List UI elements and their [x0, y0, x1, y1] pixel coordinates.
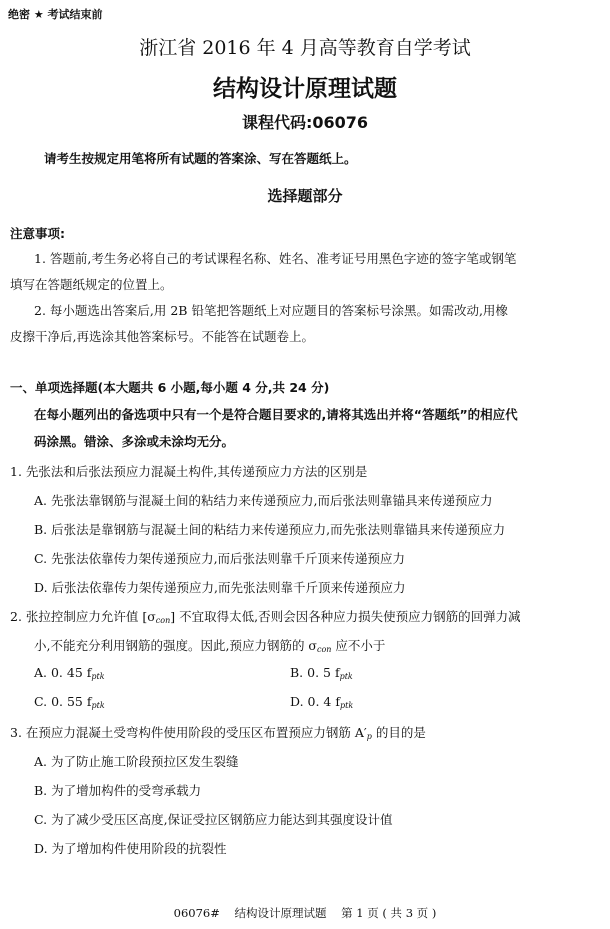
- paper-title: 结构设计原理试题: [213, 76, 397, 102]
- part1-description-line-1: 在每小题列出的备选项中只有一个是符合题目要求的,请将其选出并将“答题纸”的相应代: [34, 407, 518, 422]
- q1-option-b: B. 后张法是靠钢筋与混凝土间的粘结力来传递预应力,而先张法则靠锚具来传递预应力: [34, 522, 506, 537]
- q1-option-d: D. 后张法依靠传力架传递预应力,而先张法则靠千斤顶来传递预应力: [34, 580, 406, 595]
- section-title: 选择题部分: [267, 187, 343, 205]
- q2-stem-line-2: 小,不能充分利用钢筋的强度。因此,预应力钢筋的 $\sigma_{con}$ 应不小于: [34, 638, 386, 654]
- note-2-line-2: 皮擦干净后,再选涂其他答案标号。不能答在试题卷上。: [10, 329, 314, 344]
- q3-option-c: C. 为了减少受压区高度,保证受拉区钢筋应力能达到其强度设计值: [34, 812, 393, 827]
- q2-stem-line-1: 2. 张拉控制应力允许值 $[\sigma_{con}]$ 不宜取得太低,否则会因各种应力损失使预应力钢筋的回弹力减: [10, 609, 521, 625]
- note-2-line-1: 2. 每小题选出答案后,用 2B 铅笔把答题纸上对应题目的答案标号涂黑。如需改动,用橡: [34, 303, 508, 318]
- answer-instruction: 请考生按规定用笔将所有试题的答案涂、写在答题纸上。: [44, 151, 357, 166]
- part1-heading: 一、单项选择题(本大题共 6 小题,每小题 4 分,共 24 分): [10, 380, 330, 395]
- note-1-line-1: 1. 答题前,考生务必将自己的考试课程名称、姓名、准考证号用黑色字迹的签字笔或钢笔: [34, 251, 517, 266]
- q2-option-d: D. 0. 4 $f_{ptk}$: [290, 694, 354, 710]
- q3-stem: 3. 在预应力混凝土受弯构件使用阶段的受压区布置预应力钢筋 $A'_p$ 的目的是: [10, 725, 426, 741]
- q1-stem: 1. 先张法和后张法预应力混凝土构件,其传递预应力方法的区别是: [10, 464, 368, 479]
- page-footer: 06076# 结构设计原理试题 第 1 页 ( 共 3 页 ): [173, 906, 437, 920]
- q1-option-c: C. 先张法依靠传力架传递预应力,而后张法则靠千斤顶来传递预应力: [34, 551, 406, 566]
- q3-option-d: D. 为了增加构件使用阶段的抗裂性: [34, 841, 227, 856]
- note-1-line-2: 填写在答题纸规定的位置上。: [10, 277, 173, 292]
- course-code: 课程代码:06076: [241, 113, 369, 132]
- confidential-mark: 绝密 ★ 考试结束前: [8, 8, 103, 21]
- q2-option-a: A. 0. 45 $f_{ptk}$: [34, 665, 105, 681]
- q3-option-b: B. 为了增加构件的受弯承载力: [34, 783, 202, 798]
- q2-option-b: B. 0. 5 $f_{ptk}$: [290, 665, 353, 681]
- part1-description-line-2: 码涂黑。错涂、多涂或未涂均无分。: [34, 434, 235, 449]
- q3-option-a: A. 为了防止施工阶段预拉区发生裂缝: [34, 754, 239, 769]
- q2-option-c: C. 0. 55 $f_{ptk}$: [34, 694, 105, 710]
- notes-heading: 注意事项:: [10, 226, 65, 241]
- exam-name: 浙江省 2016 年 4 月高等教育自学考试: [139, 37, 471, 59]
- q1-option-a: A. 先张法靠钢筋与混凝土间的粘结力来传递预应力,而后张法则靠锚具来传递预应力: [34, 493, 493, 508]
